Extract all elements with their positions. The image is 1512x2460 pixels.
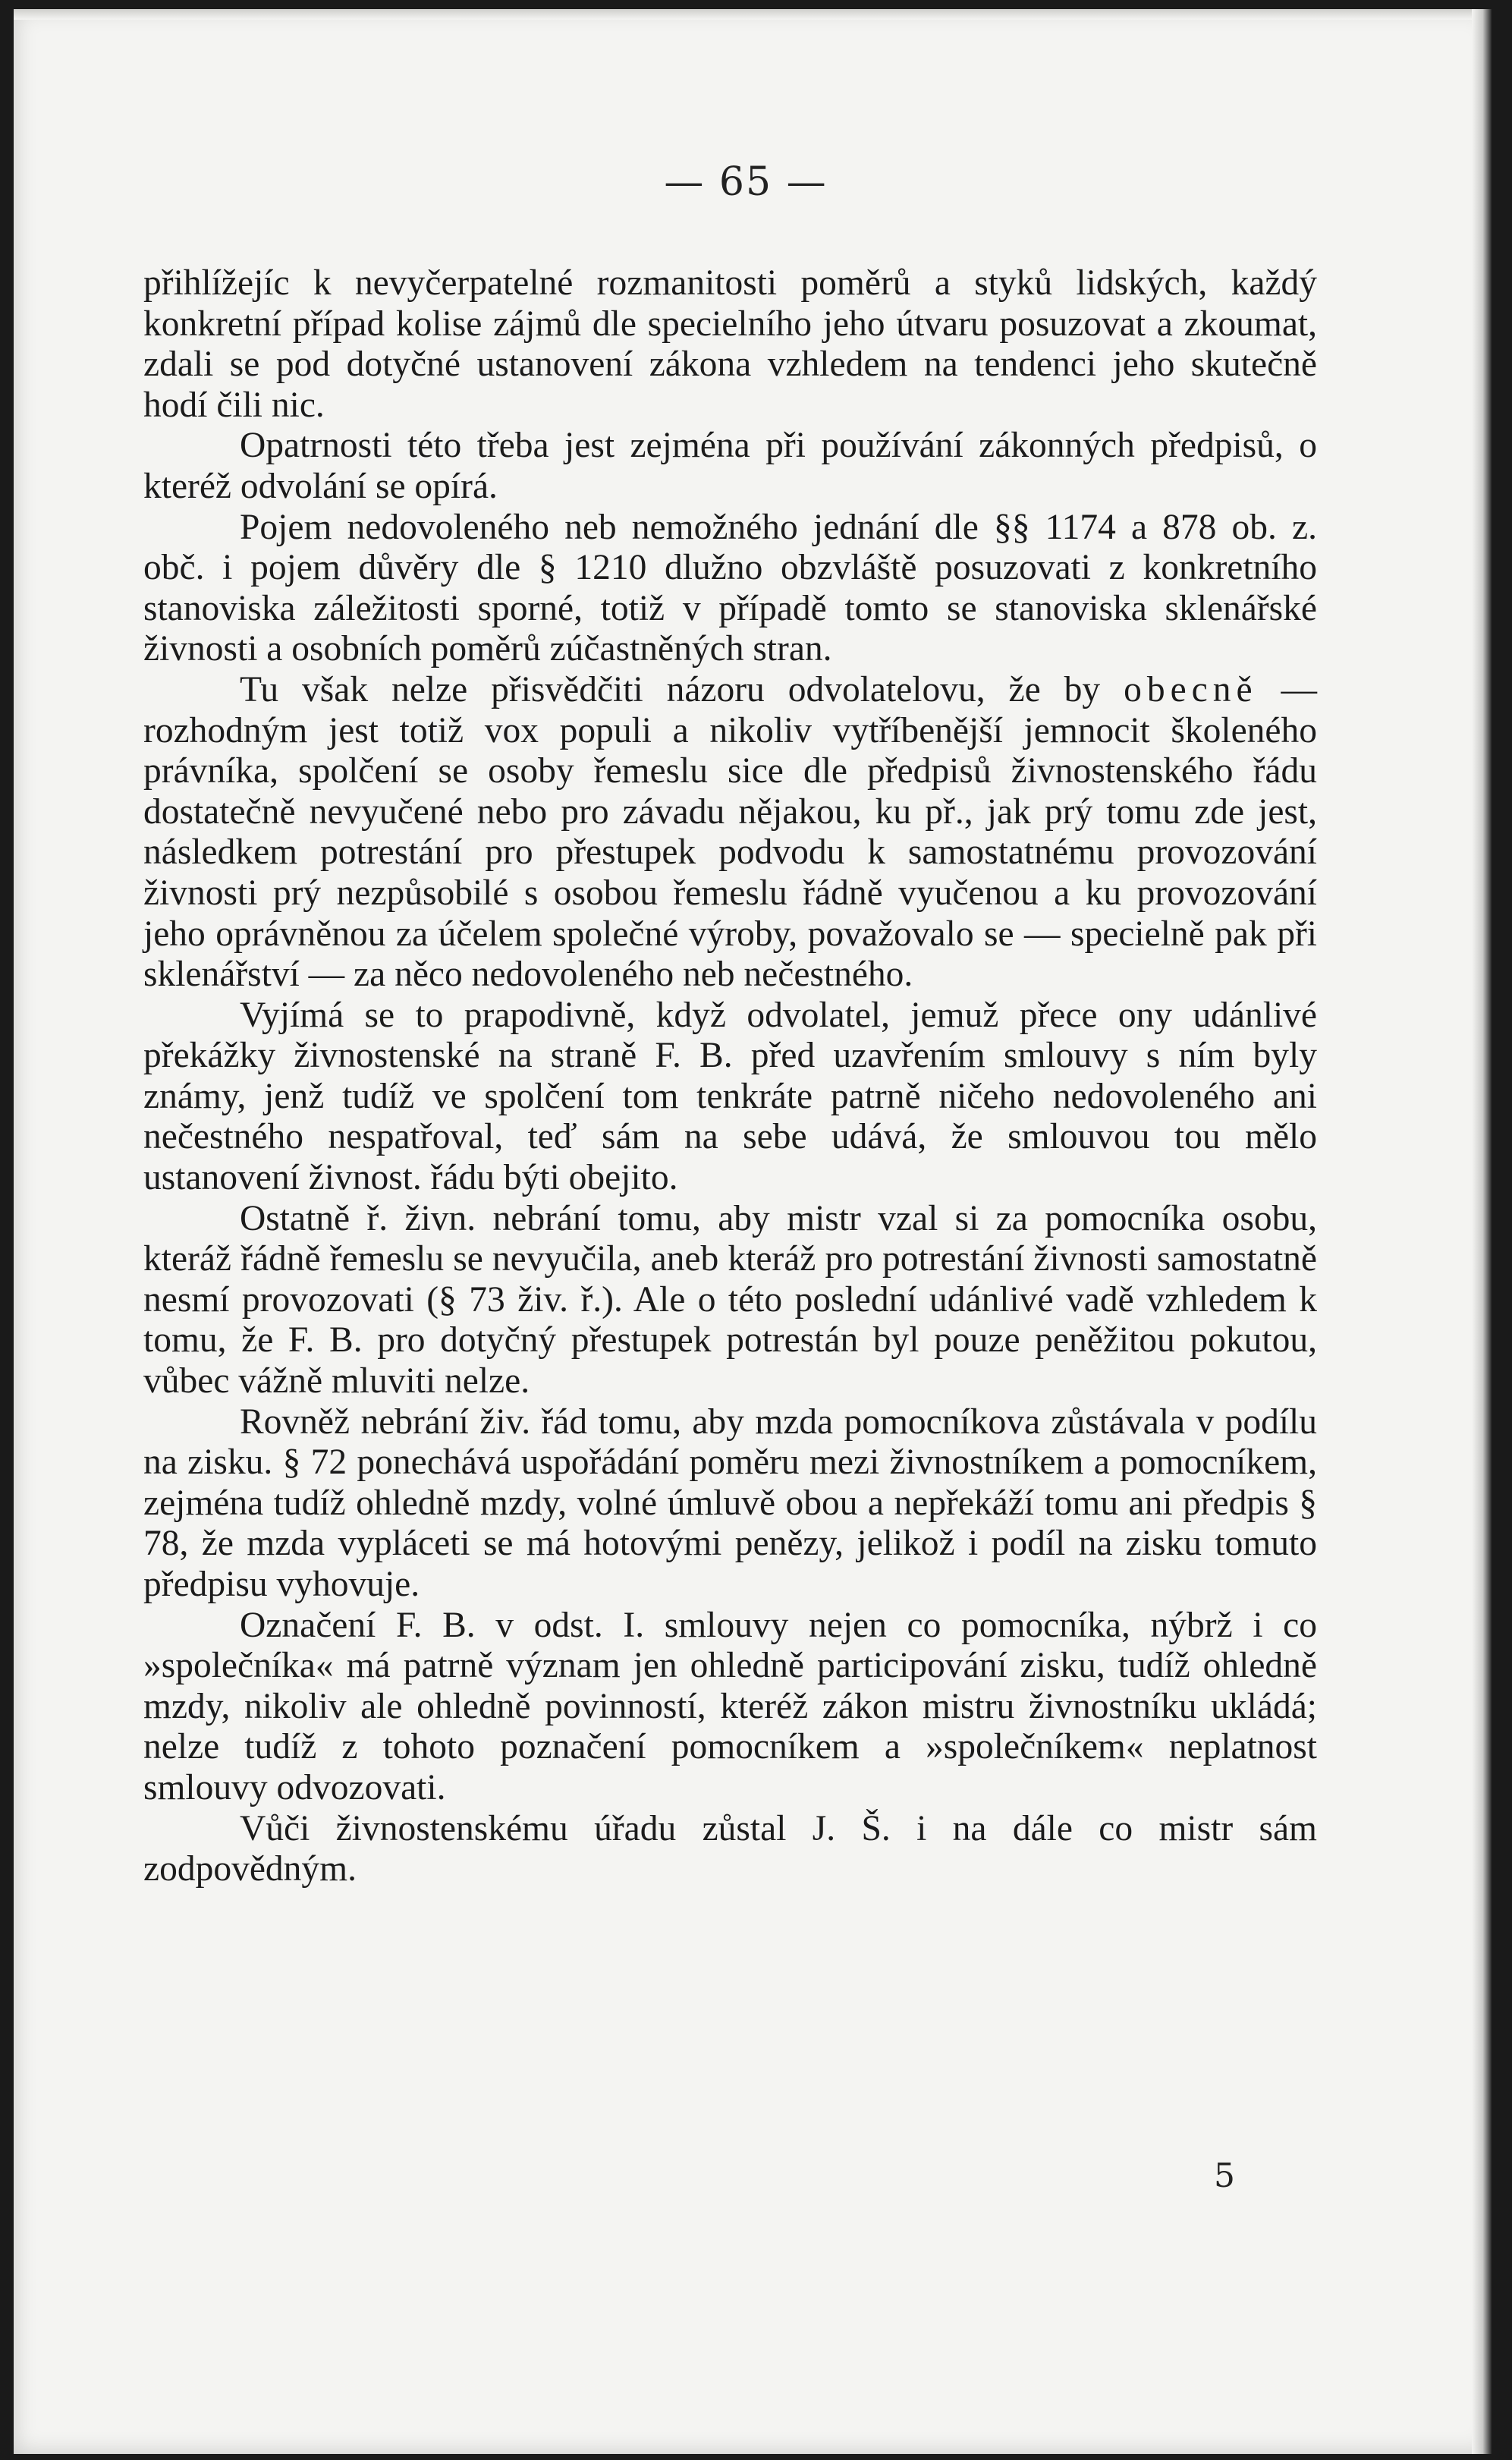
paragraph-3: Pojem nedovoleného neb nemožného jednání dle §§ 1174 a 878 ob. z. obč. i pojem důvěry dle § 1210 dlužno obzvláště posuzovati z konkretního stanoviska záležitosti sporné, totiž v případě tomto se stanoviska sklenářské živnosti a osobních poměrů zúčastněných stran. — [143, 507, 1317, 669]
emphasized-word: obecně — [1124, 669, 1258, 709]
paragraph-8: Označení F. B. v odst. I. smlouvy nejen co pomocníka, nýbrž i co »společníka« má patrně význam jen ohledně participování zisku, tudíž ohledně mzdy, nikoliv ale ohledně povinností, kteréž zákon mistru živnostníku ukládá; nelze tudíž z tohoto poznačení pomocníkem a »společníkem« neplatnost smlouvy odvozovati. — [143, 1605, 1317, 1807]
page-binding-edge — [1472, 9, 1492, 2454]
signature-mark: 5 — [1214, 2156, 1235, 2195]
book-page — [14, 9, 1492, 2454]
paragraph-5: Vyjímá se to prapodivně, když odvolatel, jemuž přece ony udánlivé překážky živnostenské na straně F. B. před uzavřením smlouvy s ním byly známy, jenž tudíž ve spolčení tom tenkráte patrně ničeho nedovoleného ani nečestného nespatřoval, teď sám na sebe udává, že smlouvou tou mělo ustanovení živnost. řádu býti obejito. — [143, 995, 1317, 1198]
paragraph-6: Ostatně ř. živn. nebrání tomu, aby mistr vzal si za pomocníka osobu, kteráž řádně řemeslu se nevyučila, aneb kteráž pro potrestání živnosti samostatně nesmí provozovati (§ 73 živ. ř.). Ale o této poslední udánlivé vadě vzhledem k tomu, že F. B. pro dotyčný přestupek potrestán byl pouze peněžitou pokutou, vůbec vážně mluviti nelze. — [143, 1198, 1317, 1401]
page-number: — 65 — — [664, 159, 828, 205]
page-top-edge — [14, 9, 1492, 20]
body-text — [143, 263, 1317, 1890]
paragraph-2: Opatrnosti této třeba jest zejména při používání zákonných předpisů, o kteréž odvolání se opírá. — [143, 426, 1317, 506]
paragraph-4-start: Tu však nelze přisvědčiti názoru odvolatelovu, že by — [240, 669, 1124, 709]
paragraph-1: přihlížejíc k nevyčerpatelné rozmanitosti poměrů a styků lidských, každý konkretní případ kolise zájmů dle specielního jeho útvaru posuzovat a zkoumat, zdali se pod dotyčné ustanovení zákona vzhledem na tendenci jeho skutečně hodí čili nic. — [143, 263, 1317, 425]
paragraph-7: Rovněž nebrání živ. řád tomu, aby mzda pomocníkova zůstávala v podílu na zisku. § 72 ponechává uspořádání poměru mezi živnostníkem a pomocníkem, zejména tudíž ohledně mzdy, volné úmluvě obou a nepřekáží tomu ani předpis § 78, že mzda vypláceti se má hotovými penězy, jelikož i podíl na zisku tomuto předpisu vyhovuje. — [143, 1401, 1317, 1604]
paragraph-4 — [143, 670, 1317, 996]
paragraph-4-rest: — rozhodným jest totiž vox populi a nikoliv vytříbenější jemnocit školeného právníka, spolčení se osoby řemeslu sice dle předpisů živnostenského řádu dostatečně nevyučené nebo pro závadu nějakou, ku př., jak prý tomu zde jest, následkem potrestání pro přestupek podvodu k samostatnému provozování živnosti prý nezpůsobilé s osobou řemeslu řádně vyučenou a ku provozování jeho oprávněnou za účelem společné výroby, považovalo se — specielně pak při sklenářství — za něco nedovoleného neb nečestného. — [143, 669, 1317, 995]
paragraph-9: Vůči živnostenskému úřadu zůstal J. Š. i na dále co mistr sám zodpovědným. — [143, 1808, 1317, 1889]
